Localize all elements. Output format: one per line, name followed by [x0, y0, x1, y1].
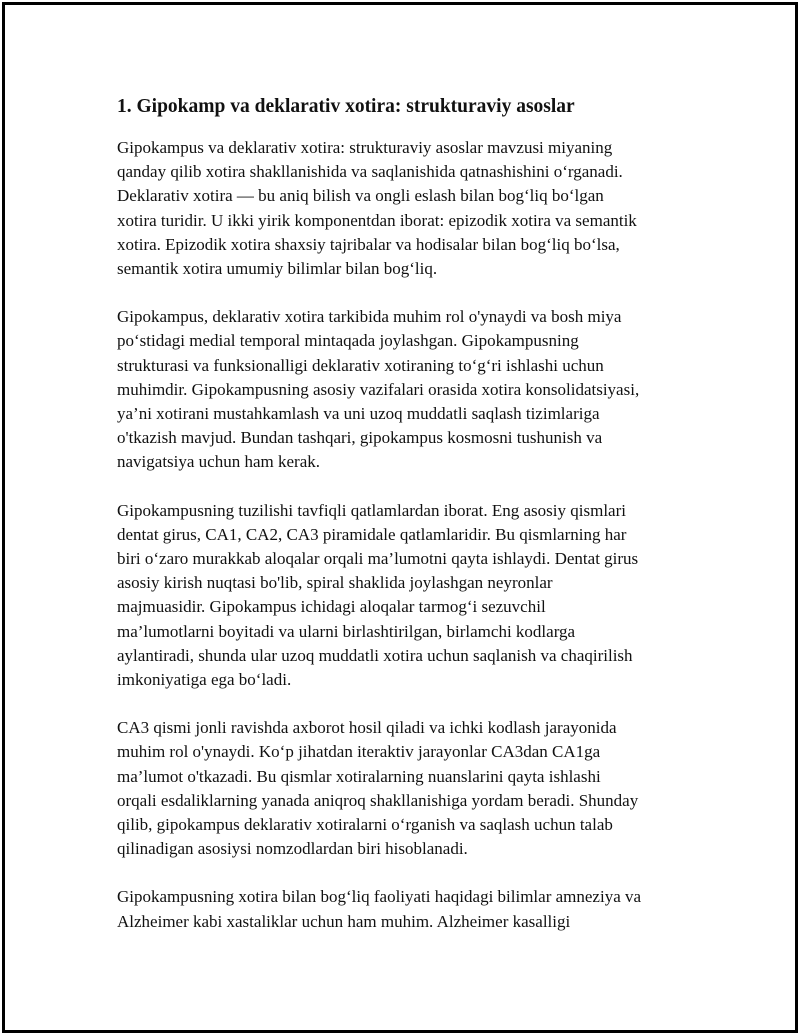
text-line: Gipokampus, deklarativ xotira tarkibida muhim rol o'ynaydi va bosh miya: [117, 307, 622, 327]
text-line: majmuasidir. Gipokampus ichidagi aloqalar tarmog‘i sezuvchil: [117, 597, 546, 617]
text-line: biri o‘zaro murakkab aloqalar orqali ma’lumotni qayta ishlaydi. Dentat girus: [117, 549, 639, 569]
text-line: semantik xotira umumiy bilimlar bilan bog‘liq.: [117, 259, 438, 279]
text-line: orqali esdaliklarning yanada aniqroq shakllanishiga yordam beradi. Shunday: [117, 790, 639, 810]
text-line: qanday qilib xotira shakllanishida va saqlanishida qatnashishini o‘rganadi.: [117, 162, 623, 182]
text-line: ma’lumotlarni boyitadi va ularni birlashtirilgan, birlamchi kodlarga: [117, 621, 576, 641]
text-line: dentat girus, CA1, CA2, CA3 piramidale qatlamlaridir. Bu qismlarning har: [117, 524, 627, 544]
text-line: o'tkazish mavjud. Bundan tashqari, gipokampus kosmosni tushunish va: [117, 428, 603, 448]
text-line: xotira. Epizodik xotira shaxsiy tajribalar va hodisalar bilan bog‘liq bo‘lsa,: [117, 234, 620, 254]
text-line: strukturasi va funksionalligi deklarativ xotiraning to‘g‘ri ishlashi uchun: [117, 355, 604, 375]
text-line: Gipokampusning xotira bilan bog‘liq faoliyati haqidagi bilimlar amneziya va: [117, 887, 642, 907]
text-line: aylantiradi, shunda ular uzoq muddatli xotira uchun saqlanish va chaqirilish: [117, 645, 633, 665]
paragraph-4: [117, 716, 692, 861]
text-line: muhim rol o'ynaydi. Ko‘p jihatdan iteraktiv jarayonlar CA3dan CA1ga: [117, 742, 601, 762]
text-line: ma’lumot o'tkazadi. Bu qismlar xotiralarning nuanslarini qayta ishlashi: [117, 766, 601, 786]
text-line: qilinadigan asosiysi nomzodlardan biri hisoblanadi.: [117, 839, 468, 859]
text-line: CA3 qismi jonli ravishda axborot hosil qiladi va ichki kodlash jarayonida: [117, 718, 617, 738]
paragraph-1: [117, 136, 692, 281]
text-line: po‘stidagi medial temporal mintaqada joylashgan. Gipokampusning: [117, 331, 579, 351]
text-line: imkoniyatiga ega bo‘ladi.: [117, 670, 292, 690]
document-body: [117, 92, 692, 958]
paragraph-5: [117, 885, 692, 933]
text-line: xotira turidir. U ikki yirik komponentdan iborat: epizodik xotira va semantik: [117, 210, 637, 230]
text-line: Gipokampusning tuzilishi tavfiqli qatlamlardan iborat. Eng asosiy qismlari: [117, 500, 626, 520]
text-line: navigatsiya uchun ham kerak.: [117, 452, 320, 472]
text-line: Gipokampus va deklarativ xotira: strukturaviy asoslar mavzusi miyaning: [117, 138, 613, 157]
paragraph-3: [117, 499, 692, 693]
section-title: 1. Gipokamp va deklarativ xotira: strukturaviy asoslar: [117, 96, 575, 117]
text-line: Alzheimer kabi xastaliklar uchun ham muhim. Alzheimer kasalligi: [117, 911, 571, 931]
text-line: qilib, gipokampus deklarativ xotiralarni o‘rganish va saqlash uchun talab: [117, 815, 613, 835]
text-line: Deklarativ xotira — bu aniq bilish va ongli eslash bilan bog‘liq bo‘lgan: [117, 186, 604, 206]
paragraph-2: [117, 305, 692, 474]
text-line: ya’ni xotirani mustahkamlash va uni uzoq muddatli saqlash tizimlariga: [117, 404, 600, 424]
text-line: asosiy kirish nuqtasi bo'lib, spiral shaklida joylashgan neyronlar: [117, 573, 553, 593]
text-line: muhimdir. Gipokampusning asosiy vazifalari orasida xotira konsolidatsiyasi,: [117, 379, 640, 399]
